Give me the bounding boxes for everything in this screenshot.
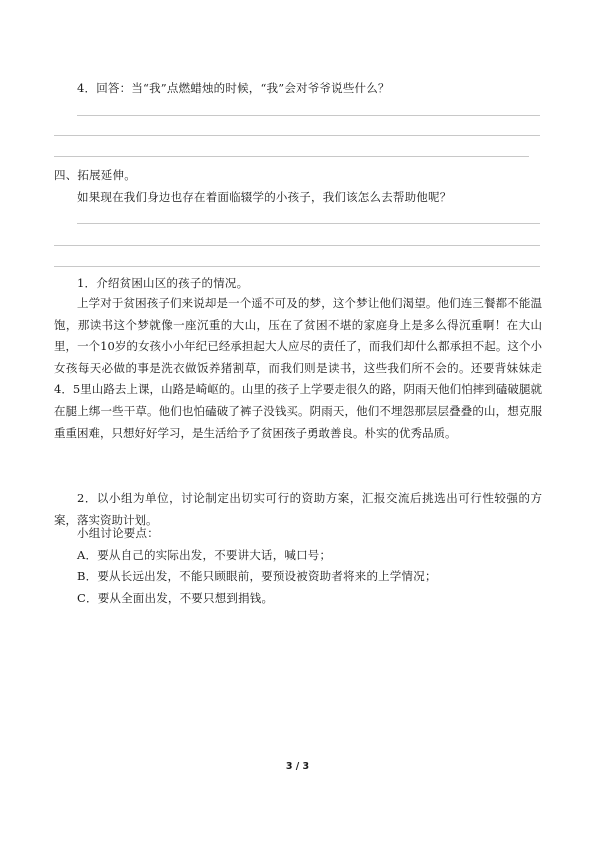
- answer-line: [77, 223, 540, 224]
- discussion-point-a: A．要从自己的实际出发，不要讲大话，喊口号；: [77, 548, 332, 562]
- section-4-heading: 四、拓展延伸。: [54, 168, 136, 182]
- activity-item-1-title: 1．介绍贫困山区的孩子的情况。: [77, 276, 249, 290]
- answer-line: [54, 266, 540, 267]
- page-number: 3 / 3: [285, 761, 310, 772]
- activity-item-1-body: 上学对于贫困孩子们来说却是一个遥不可及的梦，这个梦让他们渴望。他们连三餐都不能温饱，那读书这个梦就像一座沉重的大山，压在了贫困不堪的家庭身上是多么得沉重啊！在大山里，一个10岁的女孩小小年纪已经承担起大人应尽的责任了，而我们却什么都承担不起。这个小女孩每天必做的事是洗衣做饭养猪割草，而我们则是读书，这些我们所不会的。还要背妹妹走4．5里山路去上课，山路是崎岖的。山里的孩子上学要走很久的路，阴雨天他们怕摔到磕破腿就在腿上绑一些干草。他们也怕磕破了裤子没钱买。阴雨天，他们不埋怨那层层叠叠的山，想克服重重困难，只想好好学习，是生活给予了贫困孩子勇敢善良。朴实的优秀品质。: [54, 296, 542, 440]
- answer-line: [54, 156, 529, 157]
- activity-item-2-body: 2．以小组为单位，讨论制定出切实可行的资助方案，汇报交流后挑选出可行性较强的方案，落实资助计划。: [54, 491, 542, 527]
- discussion-point-c: C．要从全面出发，不要只想到捐钱。: [77, 591, 274, 605]
- discussion-title: 小组讨论要点：: [77, 526, 159, 540]
- question-4: 4．回答：当“我”点燃蜡烛的时候，“我”会对爷爷说些什么？: [77, 81, 390, 95]
- answer-line: [54, 135, 540, 136]
- answer-line: [77, 115, 540, 116]
- discussion-point-b: B．要从长远出发，不能只顾眼前，要预设被资助者将来的上学情况；: [77, 569, 437, 583]
- answer-line: [54, 245, 540, 246]
- section-4-question: 如果现在我们身边也存在着面临辍学的小孩子，我们该怎么去帮助他呢？: [77, 190, 452, 204]
